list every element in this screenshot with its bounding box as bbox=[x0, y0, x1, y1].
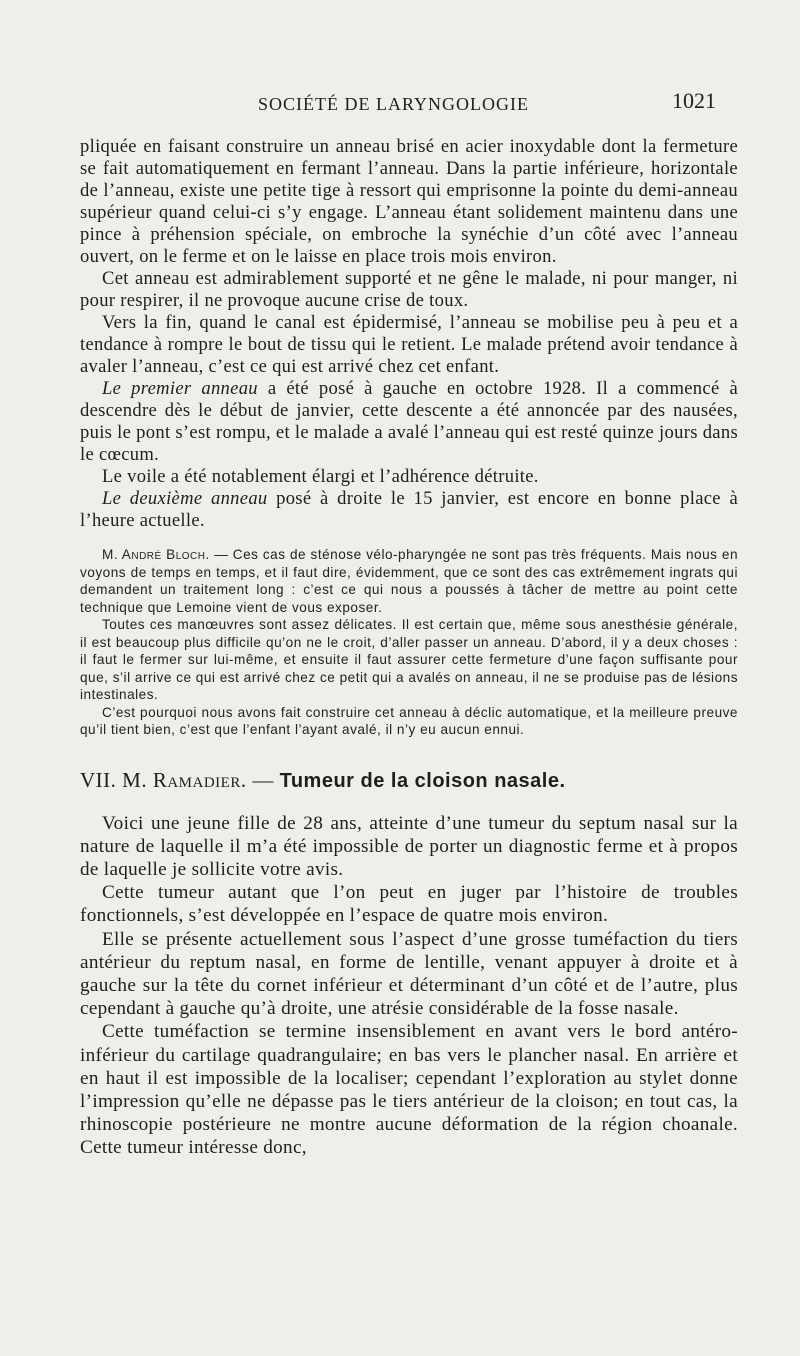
paragraph: Elle se présente actuellement sous l’aspect d’une grosse tuméfaction du tiers antérieur du reptum nasal, en forme de lentille, venant appuyer à droite et à gauche sur la tête du cornet inférieur et déterminant d’un côté et de l’autre, plus cependant à gauche qu’à droite, une atrésie considérable de la fosse nasale. bbox=[80, 928, 738, 1020]
paragraph: Cette tumeur autant que l’on peut en juger par l’histoire de troubles fonctionnels, s’est développée en l’espace de quatre mois environ. bbox=[80, 882, 738, 927]
paragraph-text: a été posé à gauche en octobre 1928. Il a commencé à descendre dès le début de janvier, cette descente a été annoncée par des nausées, puis le pont s’est rompu, et le malade a avalé l’anneau qui est resté quinze jours dans le cœcum. bbox=[80, 378, 739, 465]
speaker-name: M. André Bloch. bbox=[102, 547, 210, 562]
section-number: VII. M. bbox=[80, 767, 153, 792]
section-dash: — bbox=[246, 767, 280, 792]
paragraph: Cette tuméfaction se termine insensiblement en avant vers le bord antéro-inférieur du cartilage quadrangulaire; en bas vers le plancher nasal. En arrière et en haut il est impossible de la localiser; cependant l’exploration au stylet donne l’impression qu’elle ne dépasse pas le tiers antérieur de la cloison; en tout cas, la rhinoscopie postérieure ne montre aucune déformation de la région choanale. Cette tumeur intéresse donc, bbox=[80, 1021, 738, 1159]
page-number: 1021 bbox=[672, 88, 716, 113]
discussion-paragraph bbox=[80, 546, 738, 616]
paragraph: Le voile a été notablement élargi et l’adhérence détruite. bbox=[102, 466, 539, 487]
paragraph: pliquée en faisant construire un anneau brisé en acier inoxydable dont la fermeture se fait automatiquement en fermant l’anneau. Dans la partie inférieure, horizontale de l’anneau, existe une petite tige à ressort qui emprisonne la pointe du demi-anneau supérieur quand celui-ci s’y engage. L’anneau étant solidement maintenu dans une pince à préhension spéciale, on embroche la synéchie d’un côté avec l’anneau ouvert, on le ferme et on le laisse en place trois mois environ. bbox=[80, 136, 738, 267]
section-topic: Tumeur de la cloison nasale. bbox=[279, 769, 566, 792]
discussion-paragraph: Toutes ces manœuvres sont assez délicates. Il est certain que, même sous anesthésie générale, il est beaucoup plus difficile qu’on ne le croit, d’aller passer un anneau. D’abord, il y a deux choses : il faut le fermer sur lui-même, et ensuite il faut assurer cette fermeture d’une façon suffisante pour que, s’il arrive ce qui est arrivé chez ce petit qui a avalés on anneau, il ne se produise pas de lésions intestinales. bbox=[80, 617, 738, 702]
discussion-paragraph: C’est pourquoi nous avons fait construire cet anneau à déclic automatique, et la meilleure preuve qu’il tient bien, c’est que l’enfant l’ayant avalé, il n’y eu aucun ennui. bbox=[80, 704, 738, 737]
page-header bbox=[0, 88, 800, 120]
italic-phrase: Le deuxième anneau bbox=[102, 488, 268, 509]
section-heading bbox=[80, 767, 738, 794]
paragraph-first-ring bbox=[80, 378, 738, 466]
running-title: SOCIÉTÉ DE LARYNGOLOGIE bbox=[258, 94, 529, 114]
section-body bbox=[80, 812, 738, 1160]
paragraph: Voici une jeune fille de 28 ans, atteinte d’une tumeur du septum nasal sur la nature de laquelle il m’a été impossible de porter un diagnostic ferme et à propos de laquelle je sollicite votre avis. bbox=[80, 812, 738, 880]
paragraph: Cet anneau est admirablement supporté et ne gêne le malade, ni pour manger, ni pour respirer, il ne provoque aucune crise de toux. bbox=[80, 268, 738, 311]
paragraph-text: posé à droite le 15 janvier, est encore en bonne place à l’heure actuelle. bbox=[80, 488, 738, 531]
page-body bbox=[80, 136, 738, 1160]
section-author: Ramadier. bbox=[152, 767, 247, 792]
italic-phrase: Le premier anneau bbox=[102, 378, 258, 399]
discussion-text: — Ces cas de sténose vélo-pharyngée ne sont pas très fréquents. Mais nous en voyons de temps en temps, et il faut dire, évidemment, que ce sont des cas extrêmement ingrats qui demandent un traitement long : c’est ce qui nous a poussés à tâcher de mettre au point cette technique que Lemoine vient de vous exposer. bbox=[80, 547, 739, 615]
paragraph: Vers la fin, quand le canal est épidermisé, l’anneau se mobilise peu à peu et a tendance à rompre le bout de tissu qui le retient. Le malade prétend avoir tendance à avaler l’anneau, c’est ce qui est arrivé chez cet enfant. bbox=[80, 312, 738, 377]
paragraph-second-ring bbox=[80, 488, 738, 532]
discussion-block bbox=[80, 546, 738, 739]
